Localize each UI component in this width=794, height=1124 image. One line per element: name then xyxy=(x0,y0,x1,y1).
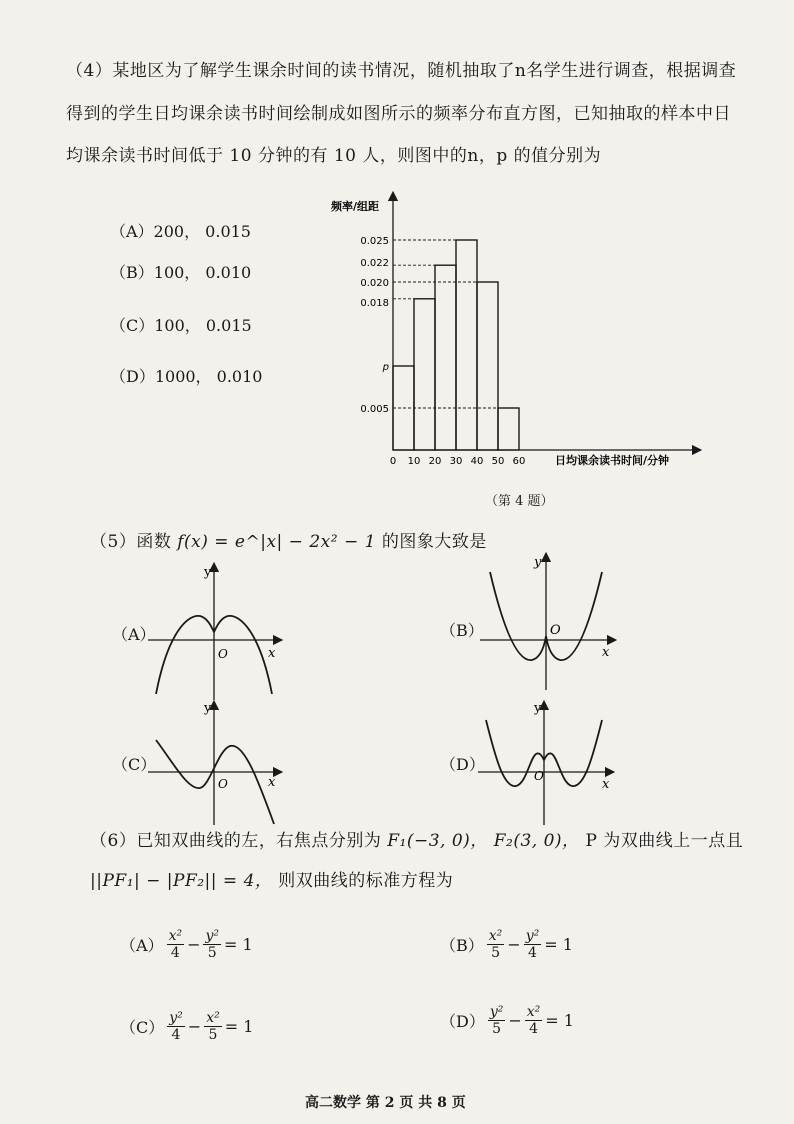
origin-label: O xyxy=(218,777,228,791)
q5-line xyxy=(90,527,487,552)
x-tick-label: 10 xyxy=(407,456,421,467)
numerator: y² xyxy=(525,928,540,944)
page-footer: 高二数学 第 2 页 共 8 页 xyxy=(305,1095,466,1111)
axis-x-label: x xyxy=(602,777,610,792)
fraction xyxy=(203,928,221,961)
y-tick-label: p xyxy=(382,362,389,373)
figure-caption: （第 4 题） xyxy=(485,494,554,509)
origin-label: O xyxy=(534,769,544,783)
q5-graph-c[interactable] xyxy=(148,700,288,828)
q6-option-d[interactable]: （D） $\frac{\text{y²}}{5}$ − $\frac{\text{x²}}{4}$ = 1 xyxy=(440,1004,574,1038)
rhs: = 1 xyxy=(224,1017,254,1037)
q5-graph-d[interactable] xyxy=(478,700,618,828)
q6-line-1 xyxy=(90,826,743,851)
q6-suffix-1: P 为双曲线上一点且 xyxy=(585,831,744,851)
fraction xyxy=(488,1004,506,1037)
numerator: x² xyxy=(526,1004,541,1020)
numerator: y² xyxy=(205,928,220,944)
denominator: 5 xyxy=(207,945,217,962)
y-tick-label: 0.020 xyxy=(360,278,389,289)
q5-prefix: （5）函数 xyxy=(90,532,172,552)
q4-line-3: 均课余读书时间低于 10 分钟的有 10 人，则图中的n，p 的值分别为 xyxy=(66,146,602,166)
q5-option-d-label[interactable]: （D） xyxy=(440,755,485,774)
numerator: y² xyxy=(489,1004,504,1020)
origin-label: O xyxy=(550,623,561,638)
y-tick-label: 0.022 xyxy=(360,258,389,270)
x-axis-title: 日均课余读书时间/分钟 xyxy=(555,454,670,467)
denominator: 5 xyxy=(208,1027,218,1044)
denominator: 5 xyxy=(491,945,500,962)
q6-focus-f2: F₂(3, 0)， xyxy=(493,831,580,851)
q6-line-2 xyxy=(90,866,453,891)
q6-focus-f1: F₁(−3, 0)， xyxy=(387,831,488,851)
rhs: = 1 xyxy=(544,935,573,955)
denominator: 4 xyxy=(170,945,180,962)
q6-option-d-label: （D） xyxy=(440,1012,485,1032)
x-tick-label: 0 xyxy=(389,456,397,467)
fraction xyxy=(525,1004,543,1037)
x-tick-label: 60 xyxy=(512,456,526,467)
x-tick-label: 30 xyxy=(449,456,463,467)
y-tick-label: 0.025 xyxy=(360,236,389,247)
histogram-bar xyxy=(456,240,477,450)
axis-x-label: x xyxy=(602,645,610,660)
numerator: x² xyxy=(488,928,503,944)
numerator: x² xyxy=(168,928,183,944)
q6-option-a[interactable]: （A） $\frac{\text{x²}}{4}$ − $\frac{\text{y²}}{5}$ = 1 xyxy=(120,928,253,962)
fraction xyxy=(167,928,185,961)
axis-y-label: y xyxy=(534,555,542,570)
q5-formula: f(x) = e^|x| − 2x² − 1 xyxy=(177,532,376,552)
y-tick-label: 0.018 xyxy=(360,297,389,309)
fraction xyxy=(487,928,505,961)
q4-option-b[interactable]: （B）100， 0.010 xyxy=(110,263,252,282)
x-tick-label: 50 xyxy=(491,456,505,467)
histogram-bar xyxy=(414,299,435,450)
q4-option-c[interactable]: （C）100， 0.015 xyxy=(110,316,252,335)
y-axis-title: 频率/组距 xyxy=(331,200,380,213)
rhs: = 1 xyxy=(545,1011,574,1031)
q4-option-a[interactable]: （A）200， 0.015 xyxy=(110,222,251,241)
x-tick-label: 40 xyxy=(470,456,484,467)
frequency-histogram xyxy=(325,190,705,480)
histogram-bar xyxy=(477,282,498,450)
denominator: 4 xyxy=(529,1021,538,1038)
q5-option-b-label[interactable]: （B） xyxy=(440,621,484,640)
denominator: 4 xyxy=(171,1027,181,1044)
q4-line-1: （4）某地区为了解学生课余时间的读书情况，随机抽取了n名学生进行调查，根据调查 xyxy=(66,61,737,81)
x-tick-label: 20 xyxy=(428,456,442,467)
q5-suffix: 的图象大致是 xyxy=(381,532,487,552)
numerator: x² xyxy=(206,1010,220,1026)
fraction xyxy=(167,1010,185,1043)
axis-y-label: y xyxy=(534,701,542,716)
histogram-bar xyxy=(498,408,519,450)
q4-line-2: 得到的学生日均课余读书时间绘制成如图所示的频率分布直方图，已知抽取的样本中日 xyxy=(66,104,731,124)
q6-option-b-label: （B） xyxy=(440,936,484,956)
q6-option-a-label: （A） xyxy=(120,936,164,956)
q5-graph-b[interactable] xyxy=(480,552,620,692)
q5-graph-a[interactable] xyxy=(148,562,288,702)
q4-option-d[interactable]: （D）1000， 0.010 xyxy=(110,367,263,386)
fraction xyxy=(524,928,542,961)
axis-x-label: x xyxy=(268,775,276,790)
q6-condition: ||PF₁| − |PF₂|| = 4， xyxy=(90,871,273,891)
q6-prefix: （6）已知双曲线的左，右焦点分别为 xyxy=(90,831,382,851)
q5-option-a-label[interactable]: （A） xyxy=(112,625,156,644)
fraction xyxy=(204,1010,222,1043)
q6-option-c[interactable]: （C） $\frac{\text{y²}}{4}$ − $\frac{\text{x²}}{5}$ = 1 xyxy=(120,1010,254,1044)
q6-option-b[interactable]: （B） $\frac{\text{x²}}{5}$ − $\frac{\text{y²}}{4}$ = 1 xyxy=(440,928,573,962)
histogram-bar xyxy=(435,265,456,450)
denominator: 4 xyxy=(527,945,537,962)
numerator: y² xyxy=(169,1010,183,1026)
q5-option-c-label[interactable]: （C） xyxy=(112,755,157,774)
denominator: 5 xyxy=(492,1021,502,1038)
q6-option-c-label: （C） xyxy=(120,1018,165,1038)
y-tick-label: 0.005 xyxy=(360,404,389,415)
rhs: = 1 xyxy=(224,935,253,955)
axis-y-label: y xyxy=(204,565,212,580)
q6-suffix-2: 则双曲线的标准方程为 xyxy=(278,871,454,891)
origin-label: O xyxy=(218,647,228,661)
axis-x-label: x xyxy=(268,646,276,661)
axis-y-label: y xyxy=(204,701,212,716)
